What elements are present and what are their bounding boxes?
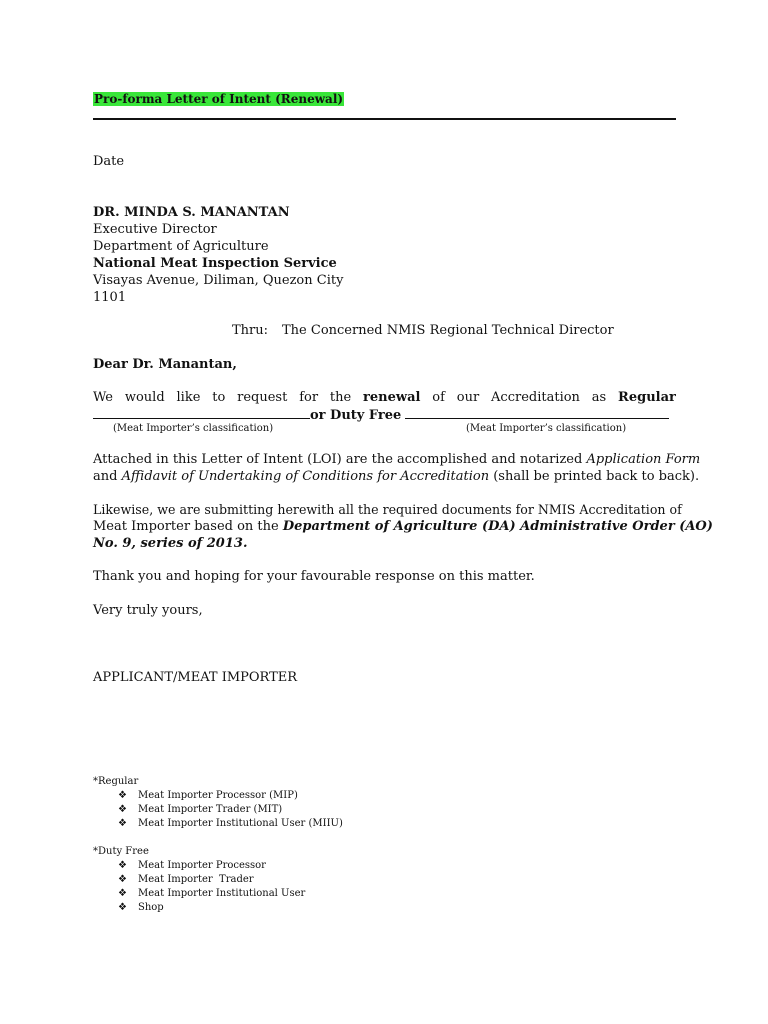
thru-label: Thru: <box>232 323 269 338</box>
list-item <box>116 873 305 887</box>
p1-word: as <box>591 390 607 405</box>
title-rule <box>93 118 676 120</box>
list-item-label: Meat Importer Institutional User (MIIU) <box>138 818 343 829</box>
paragraph2-line2 <box>93 468 699 485</box>
list-item-label: Meat Importer Institutional User <box>138 888 306 899</box>
list-item-label: Meat Importer Trader <box>138 874 254 885</box>
recipient-office: National Meat Inspection Service <box>93 256 337 271</box>
or-duty-free: or Duty Free <box>310 408 402 423</box>
duty-free-list <box>116 859 305 915</box>
p2-text: and <box>93 469 122 484</box>
duty-free-heading: *Duty Free <box>93 846 149 857</box>
p2-text: Attached in this Letter of Intent (LOI) are the accomplished and notarized <box>93 452 587 467</box>
p1-renewal: renewal <box>363 390 421 405</box>
caption-right: (Meat Importer’s classification) <box>466 423 627 434</box>
closing: Very truly yours, <box>93 603 203 618</box>
p1-regular: Regular <box>618 390 676 405</box>
diamond-bullet-icon: ❖ <box>118 902 127 913</box>
p2-application-form: Application Form <box>586 452 701 467</box>
p1-word: request <box>237 390 288 405</box>
paragraph2-line1 <box>93 451 700 468</box>
list-item <box>116 803 343 817</box>
paragraph3-line1: Likewise, we are submitting herewith all the required documents for NMIS Accreditation of <box>93 502 682 517</box>
list-item-label: Meat Importer Processor (MIP) <box>138 790 298 801</box>
diamond-bullet-icon: ❖ <box>118 888 127 899</box>
p2-text: (shall be printed back to back). <box>489 469 700 484</box>
list-item-label: Meat Importer Processor <box>138 860 266 871</box>
recipient-position: Executive Director <box>93 222 217 237</box>
diamond-bullet-icon: ❖ <box>118 790 127 801</box>
list-item-label: Shop <box>138 902 164 913</box>
p1-word: the <box>329 390 352 405</box>
classification-blank-right[interactable] <box>405 406 669 419</box>
p1-word: like <box>176 390 201 405</box>
p1-word: Accreditation <box>491 390 580 405</box>
list-item-label: Meat Importer Trader (MIT) <box>138 804 283 815</box>
recipient-department: Department of Agriculture <box>93 239 269 254</box>
p1-word: to <box>212 390 226 405</box>
classification-blank-left[interactable] <box>93 406 310 419</box>
recipient-address: Visayas Avenue, Diliman, Quezon City <box>93 273 344 288</box>
paragraph4: Thank you and hoping for your favourable response on this matter. <box>93 569 535 584</box>
list-item <box>116 817 343 831</box>
document-title: Pro-forma Letter of Intent (Renewal) <box>94 92 344 106</box>
paragraph1-line1 <box>93 389 676 406</box>
date-label: Date <box>93 154 125 169</box>
title-wrapper <box>93 88 344 107</box>
salutation: Dear Dr. Manantan, <box>93 357 237 372</box>
recipient-name: DR. MINDA S. MANANTAN <box>93 205 290 220</box>
diamond-bullet-icon: ❖ <box>118 804 127 815</box>
recipient-zip: 1101 <box>93 290 127 305</box>
paragraph3-line2 <box>93 518 713 535</box>
diamond-bullet-icon: ❖ <box>118 818 127 829</box>
p3-order-title: Department of Agriculture (DA) Administrative Order (AO) <box>282 519 713 534</box>
p1-word: our <box>456 390 480 405</box>
p1-word: of <box>432 390 445 405</box>
regular-heading: *Regular <box>93 776 139 787</box>
list-item <box>116 859 305 873</box>
p1-word: We <box>93 390 113 405</box>
list-item <box>116 887 305 901</box>
p2-affidavit: Affidavit of Undertaking of Conditions for Accreditation <box>121 469 490 484</box>
p3-text: Meat Importer based on the <box>93 519 283 534</box>
signatory: APPLICANT/MEAT IMPORTER <box>93 670 298 685</box>
thru-value: The Concerned NMIS Regional Technical Director <box>282 323 614 338</box>
thru-line <box>232 322 614 339</box>
p1-word: would <box>124 390 165 405</box>
list-item <box>116 901 305 915</box>
paragraph3-line3: No. 9, series of 2013. <box>93 536 248 551</box>
p1-word: for <box>299 390 319 405</box>
diamond-bullet-icon: ❖ <box>118 874 127 885</box>
caption-left: (Meat Importer’s classification) <box>113 423 274 434</box>
regular-list <box>116 789 343 831</box>
diamond-bullet-icon: ❖ <box>118 860 127 871</box>
list-item <box>116 789 343 803</box>
